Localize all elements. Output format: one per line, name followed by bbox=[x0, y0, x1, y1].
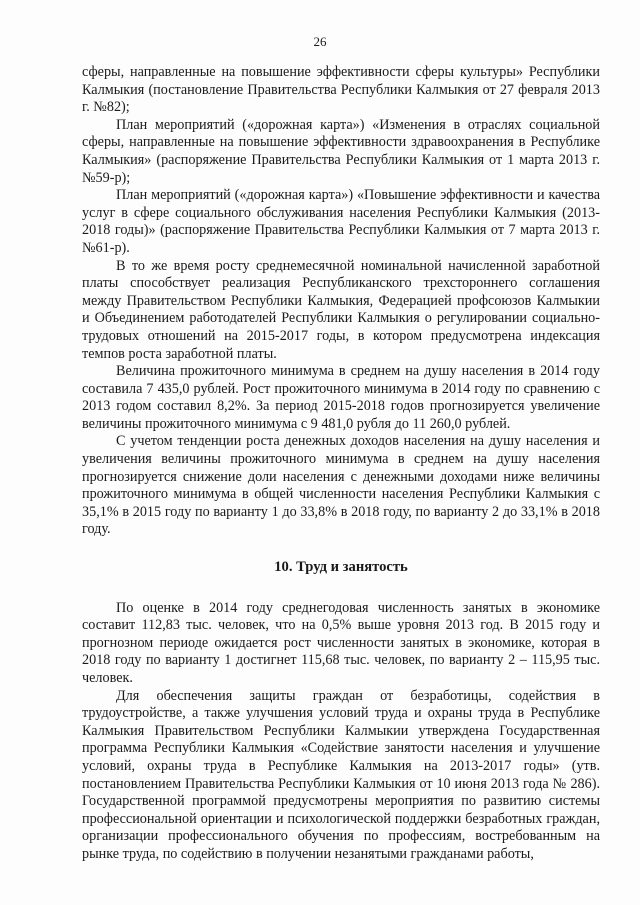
paragraph: План мероприятий («дорожная карта») «Изменения в отраслях социальной сферы, направленные на повышение эффективности здравоохранения в Республике Калмыкия» (распоряжение Правительства Республики Калмыкия от 1 марта 2013 г. №59-р); bbox=[82, 116, 600, 186]
paragraph: Величина прожиточного минимума в среднем на душу населения в 2014 году составила 7 435,0 рублей. Рост прожиточного минимума в 2014 году по сравнению с 2013 годом составил 8,2%. За период 2015-2018 годов прогнозируется увеличение величины прожиточного минимума с 9 481,0 рубля до 11 260,0 рублей. bbox=[82, 363, 600, 432]
paragraph: План мероприятий («дорожная карта») «Повышение эффективности и качества услуг в сфере социального обслуживания населения Республики Калмыкия (2013-2018 годы)» (распоряжение Правительства Республики Калмыкия от 7 марта 2013 г. №61-р). bbox=[82, 187, 600, 256]
document-body bbox=[82, 64, 600, 864]
paragraph: По оценке в 2014 году среднегодовая численность занятых в экономике составит 112,83 тыс. человек, что на 0,5% выше уровня 2013 год. В 2015 году и прогнозном периоде ожидается рост численности занятых в экономике, которая в 2018 году по варианту 1 достигнет 115,68 тыс. человек, по варианту 2 – 115,95 тыс. человек. bbox=[82, 599, 600, 686]
page-number: 26 bbox=[313, 34, 327, 49]
paragraph: С учетом тенденции роста денежных доходов населения на душу населения и увеличения величины прожиточного минимума в среднем на душу населения прогнозируется снижение доли населения с денежными доходами ниже величины прожиточного минимума в общей численности населения Республики Калмыкия с 35,1% в 2015 году по варианту 1 до 33,8% в 2018 году, по варианту 2 до 33,1% в 2018 году. bbox=[82, 433, 600, 538]
section-heading: 10. Труд и занятость bbox=[274, 559, 408, 576]
paragraph: сферы, направленные на повышение эффективности сферы культуры» Республики Калмыкия (постановление Правительства Республики Калмыкия от 27 февраля 2013 г. №82); bbox=[82, 64, 600, 116]
paragraph: В то же время росту среднемесячной номинальной начисленной заработной платы способствует реализация Республиканского трехстороннего соглашения между Правительством Республики Калмыкия, Федерацией профсоюзов Калмыкии и Объединением работодателей Республики Калмыкия о регулировании социально-трудовых отношений на 2015-2017 годы, в котором предусмотрена индексация темпов роста заработной платы. bbox=[82, 257, 600, 362]
paragraph: Для обеспечения защиты граждан от безработицы, содействия в трудоустройстве, а также улучшения условий труда и охраны труда в Республике Калмыкия Правительством Республики Калмыкии утверждена Государственная программа Республики Калмыкия «Содействие занятости населения и улучшение условий, охраны труда в Республике Калмыкия на 2013-2017 годы» (утв. постановлением Правительства Республики Калмыкия от 10 июня 2013 года № 286). Государственной программой предусмотрены мероприятия по развитию системы профессиональной ориентации и психологической поддержки безработных граждан, организации профессионального обучения по профессиям, востребованным на рынке труда, по содействию в получении незанятыми гражданами работы, bbox=[82, 687, 600, 862]
